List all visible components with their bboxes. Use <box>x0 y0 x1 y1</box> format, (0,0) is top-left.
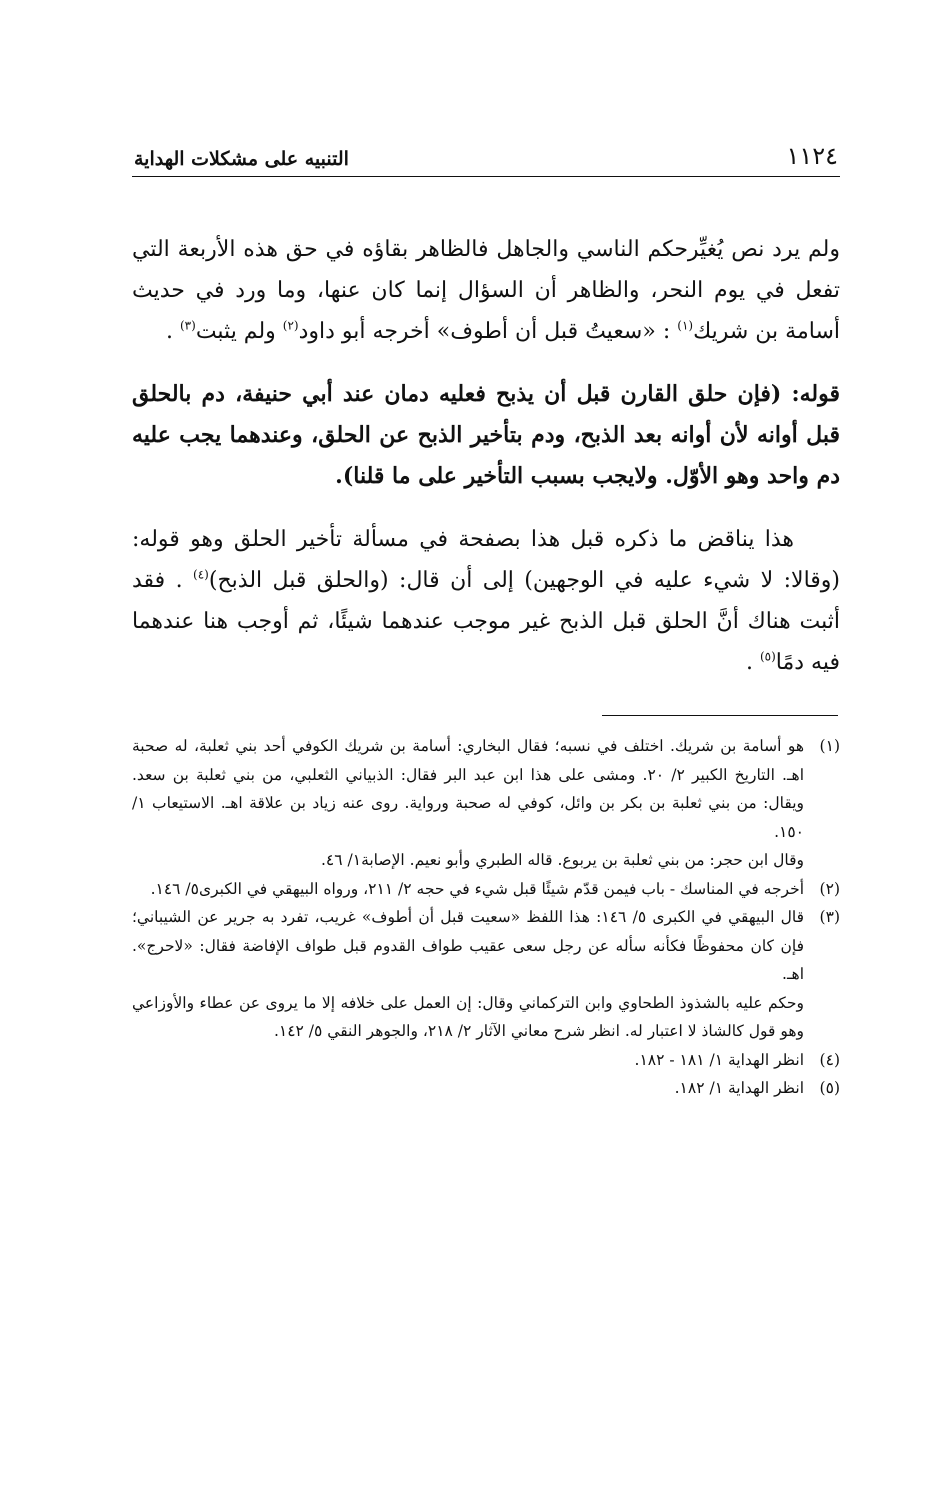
footnote-ref-5: (٥) <box>759 649 776 664</box>
footnote-mark: (٣) <box>819 908 840 926</box>
footnote-ref-4: (٤) <box>193 567 209 582</box>
paragraph-2-text-b: . فقد أثبت هناك أنَّ الحلق قبل الذبح غير موجب عندهما شيئًا، ثم أوجب هنا عندهما فيه دمًا <box>132 568 840 675</box>
footnote-mark: (٤) <box>819 1050 840 1069</box>
footnote-text: هو أسامة بن شريك. اختلف في نسبه؛ فقال البخاري: أسامة بن شريك الكوفي أحد بني ثعلبة، له صحبة اهـ. التاريخ الكبير ٢/ ٢٠. ومشى على هذا ابن عبد البر فقال: الذبياني الثعلبي، من بني ثعلبة بن سعد. ويقال: من بني ثعلبة بن بكر بن وائل، كوفي له صحبة ورواية. روى عنه زياد بن علاقة اهـ. الاستيعاب ١/ ١٥٠. <box>132 737 804 841</box>
main-text <box>132 229 840 683</box>
paragraph-1-text-a: ولم يرد نص يُغيِّرحكم الناسي والجاهل فالظاهر بقاؤه في حق هذه الأربعة التي تفعل في يوم النحر، والظاهر أن السؤال إنما كان عنها، وما ورد في حديث أسامة بن شريك <box>132 237 840 344</box>
footnote-3 <box>132 903 840 1046</box>
footnote-text: انظر الهداية ١/ ١٨٢. <box>674 1079 804 1097</box>
footnote-ref-3: (٣) <box>179 318 196 333</box>
footnote-text: قال البيهقي في الكبرى ٥/ ١٤٦: هذا اللفظ «سعيت قبل أن أطوف» غريب، تفرد به جرير عن الشيباني؛ فإن كان محفوظًا فكأنه سأله عن رجل سعى عقيب طواف القدوم قبل طواف الإفاضة فقال: «لاحرج». اهـ. <box>132 908 804 983</box>
paragraph-2-text-c: . <box>745 650 753 675</box>
paragraph-2 <box>132 519 840 683</box>
footnote-text: وحكم عليه بالشذوذ الطحاوي وابن التركماني وقال: إن العمل على خلافه إلا ما يروى عن عطاء والأوزاعي وهو قول كالشاذ لا اعتبار له. انظر شرح معاني الآثار ٢/ ٢١٨، والجوهر النقي ٥/ ١٤٢. <box>132 993 804 1040</box>
footnote-divider <box>602 715 838 716</box>
footnotes <box>132 732 840 1103</box>
footnote-1 <box>132 732 840 875</box>
paragraph-1-text-d: . <box>165 319 173 344</box>
paragraph-1 <box>132 229 840 352</box>
footnote-mark: (٢) <box>819 879 840 898</box>
paragraph-1-text-c: ولم يثبت <box>195 319 276 344</box>
quoted-passage: قوله: (فإن حلق القارن قبل أن يذبح فعليه دمان عند أبي حنيفة، دم بالحلق قبل أوانه لأن أوانه بعد الذبح، ودم بتأخير الذبح عن الحلق، وعندهما يجب عليه دم واحد وهو الأوّل. ولايجب بسبب التأخير على ما قلنا). <box>132 381 840 489</box>
footnote-mark: (١) <box>819 737 840 755</box>
footnote-ref-1: (١) <box>677 318 694 333</box>
paragraph-2-text-a: هذا يناقض ما ذكره قبل هذا بصفحة في مسألة تأخير الحلق وهو قوله: (وقالا: لا شيء عليه في الوجهين) إلى أن قال: (والحلق قبل الذبح) <box>132 527 840 593</box>
running-header <box>132 140 840 177</box>
paragraph-1-text-b: : «سعيتُ قبل أن أطوف» أخرجه أبو داود <box>298 319 671 344</box>
footnote-text: انظر الهداية ١/ ١٨١ - ١٨٢. <box>634 1050 804 1069</box>
footnote-4 <box>132 1046 840 1075</box>
footnote-text: وقال ابن حجر: من بني ثعلبة بن يربوع. قاله الطبري وأبو نعيم. الإصابة١/ ٤٦. <box>320 851 804 869</box>
footnote-2 <box>132 875 840 904</box>
footnote-5 <box>132 1074 840 1103</box>
footnote-text: أخرجه في المناسك - باب فيمن قدّم شيئًا قبل شيء في حجه ٢/ ٢١١، ورواه البيهقي في الكبرى٥/ ١٤٦. <box>150 879 804 898</box>
footnote-mark: (٥) <box>819 1079 840 1097</box>
page-number: ١١٢٤ <box>786 142 838 170</box>
footnote-ref-2: (٢) <box>282 318 299 333</box>
book-title: التنبيه على مشكلات الهداية <box>134 148 349 170</box>
book-page <box>132 140 840 1103</box>
